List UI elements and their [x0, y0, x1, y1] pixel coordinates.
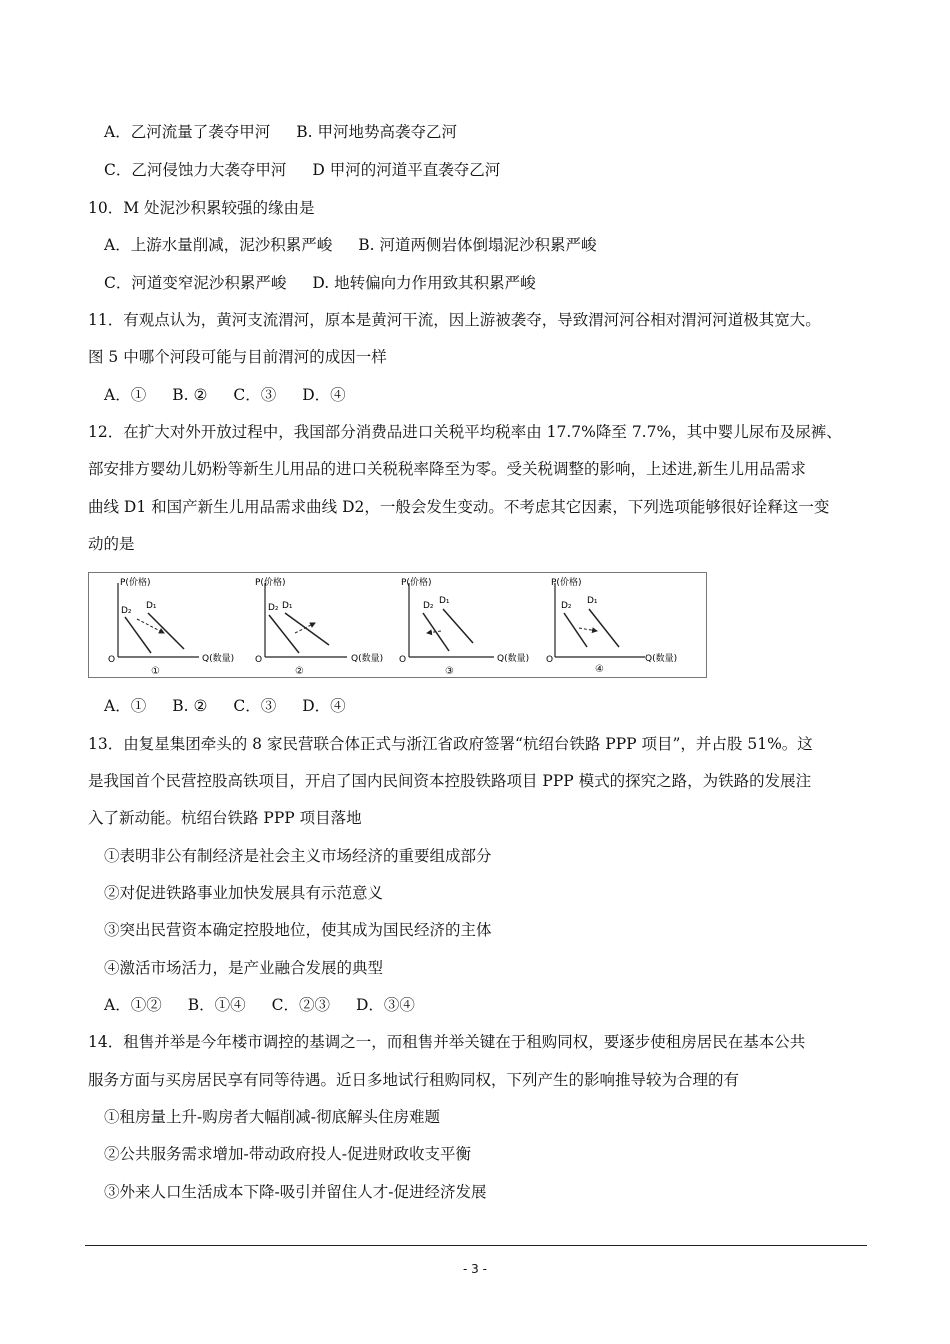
q10-stem: 10．M 处泥沙积累较强的缘由是 — [88, 199, 315, 217]
graph-4-d2-label: D₂ — [561, 601, 572, 611]
graph-1 — [108, 576, 234, 677]
graph-4-number: ④ — [595, 664, 604, 675]
graph-4-d1-label: D₁ — [587, 596, 598, 606]
q11-option-d: D．④ — [302, 386, 346, 404]
q10-option-a: A．上游水量削减，泥沙积累严峻 — [104, 236, 333, 254]
q10-options-row2 — [104, 272, 536, 294]
q9-option-b: B. 甲河地势高袭夺乙河 — [296, 123, 457, 141]
demand-curve-graphs — [89, 573, 706, 677]
q9-option-a: A．乙河流量了袭夺甲河 — [104, 123, 271, 141]
q12-options — [104, 695, 346, 717]
q10-option-b: B. 河道两侧岩体倒塌泥沙积累严峻 — [358, 236, 597, 254]
graph-3-d1-curve — [443, 609, 473, 643]
graph-4-origin: O — [546, 655, 554, 665]
q9-options-row2 — [104, 159, 500, 181]
q10-option-c: C．河道变窄泥沙积累严峻 — [104, 274, 287, 292]
q14-statement-2: ②公共服务需求增加-带动政府投人-促进财政收支平衡 — [104, 1145, 471, 1163]
graph-1-d1-label: D₁ — [146, 601, 157, 611]
q10-option-d: D. 地转偏向力作用致其积累严峻 — [312, 274, 536, 292]
graph-4-ylabel: P(价格) — [551, 578, 582, 588]
graph-4-shift-arrow — [579, 628, 597, 631]
graph-4-xlabel: Q(数量) — [645, 654, 678, 664]
q13-statement-2: ②对促进铁路事业加快发展具有示范意义 — [104, 884, 384, 902]
q13-option-b: B．①④ — [187, 996, 246, 1014]
q13-stem-line1: 13．由复星集团牵头的 8 家民营联合体正式与浙江省政府签署“杭绍台铁路 PPP 项目”，并占股 51%。这 — [88, 735, 813, 753]
q12-stem-line1: 12．在扩大对外开放过程中，我国部分消费品进口关税平均税率由 17.7%降至 7.7%，其中婴儿尿布及尿裤、 — [88, 423, 842, 441]
graph-2-number: ② — [295, 666, 304, 677]
q13-stem-line2: 是我国首个民营控股高铁项目，开启了国内民间资本控股铁路项目 PPP 模式的探究之路，为铁路的发展注 — [88, 772, 812, 790]
q11-stem-line1: 11．有观点认为，黄河支流渭河，原本是黄河干流，因上游被袭夺，导致渭河河谷相对渭河河道极其宽大。 — [88, 311, 821, 329]
page-number: - 3 - — [463, 1262, 487, 1276]
q13-statement-1: ①表明非公有制经济是社会主义市场经济的重要组成部分 — [104, 847, 492, 865]
graph-1-d2-label: D₂ — [121, 606, 132, 616]
q11-option-a: A．① — [104, 386, 147, 404]
q13-statement-4: ④激活市场活力，是产业融合发展的典型 — [104, 959, 384, 977]
graph-3-ylabel: P(价格) — [401, 578, 432, 588]
graph-3-origin: O — [399, 655, 407, 665]
graph-1-ylabel: P(价格) — [120, 578, 151, 588]
graph-4-d2-curve — [564, 613, 587, 647]
graph-3-shift-arrow — [427, 631, 441, 633]
q9-options-row1 — [104, 121, 457, 143]
graph-2-d2-label: D₂ — [268, 603, 279, 613]
q11-options — [104, 384, 346, 406]
graph-4-d1-curve — [589, 609, 619, 647]
q12-option-c: C．③ — [233, 697, 277, 715]
q12-stem-line4: 动的是 — [88, 535, 135, 553]
graph-1-xlabel: Q(数量) — [202, 654, 235, 664]
q10-options-row1 — [104, 234, 596, 256]
q12-stem-line2: 部安排方婴幼儿奶粉等新生儿用品的进口关税税率降至为零。受关税调整的影响，上述进,新生儿用品需求 — [88, 460, 806, 478]
graph-1-d1-curve — [148, 613, 184, 649]
q13-option-d: D．③④ — [355, 996, 415, 1014]
q11-option-c: C．③ — [233, 386, 277, 404]
footer-divider — [85, 1245, 867, 1246]
q9-option-d: D 甲河的河道平直袭夺乙河 — [312, 161, 501, 179]
q13-stem-line3: 入了新动能。杭绍台铁路 PPP 项目落地 — [88, 809, 362, 827]
q13-option-c: C．②③ — [271, 996, 330, 1014]
graph-3-d2-label: D₂ — [423, 601, 434, 611]
demand-curve-figure — [88, 572, 707, 678]
q13-options — [104, 994, 415, 1016]
q13-statement-3: ③突出民营资本确定控股地位，使其成为国民经济的主体 — [104, 921, 492, 939]
q13-option-a: A．①② — [104, 996, 162, 1014]
graph-1-d2-curve — [125, 617, 151, 653]
q14-statement-1: ①租房量上升-购房者大幅削减-彻底解头住房难题 — [104, 1108, 440, 1126]
graph-3 — [399, 576, 529, 677]
q12-stem-line3: 曲线 D1 和国产新生儿用品需求曲线 D2，一般会发生变动。不考虑其它因素，下列选项能够很好诠释这一变 — [88, 498, 830, 516]
graph-2 — [255, 576, 383, 677]
q11-stem-line2: 图 5 中哪个河段可能与目前渭河的成因一样 — [88, 348, 387, 366]
graph-2-d1-curve — [285, 613, 329, 645]
graph-3-number: ③ — [445, 666, 454, 677]
graph-2-d1-label: D₁ — [282, 601, 293, 611]
q14-stem-line1: 14．租售并举是今年楼市调控的基调之一，而租售并举关键在于租购同权，要逐步使租房居民在基本公共 — [88, 1033, 806, 1051]
graph-2-xlabel: Q(数量) — [351, 654, 384, 664]
q12-option-b: B. ② — [172, 697, 208, 715]
q9-option-c: C．乙河侵蚀力大袭夺甲河 — [104, 161, 287, 179]
graph-4 — [546, 576, 677, 675]
graph-2-ylabel: P(价格) — [255, 578, 286, 588]
q12-option-d: D．④ — [302, 697, 346, 715]
graph-3-d1-label: D₁ — [439, 596, 450, 606]
q14-stem-line2: 服务方面与买房居民享有同等待遇。近日多地试行租购同权，下列产生的影响推导较为合理的有 — [88, 1071, 740, 1089]
graph-2-shift-arrow — [295, 623, 315, 633]
q12-option-a: A．① — [104, 697, 147, 715]
graph-1-number: ① — [151, 666, 160, 677]
q14-statement-3: ③外来人口生活成本下降-吸引并留住人才-促进经济发展 — [104, 1183, 487, 1201]
graph-1-origin: O — [108, 655, 116, 665]
q11-option-b: B. ② — [172, 386, 208, 404]
graph-2-origin: O — [255, 655, 263, 665]
graph-3-xlabel: Q(数量) — [497, 654, 530, 664]
